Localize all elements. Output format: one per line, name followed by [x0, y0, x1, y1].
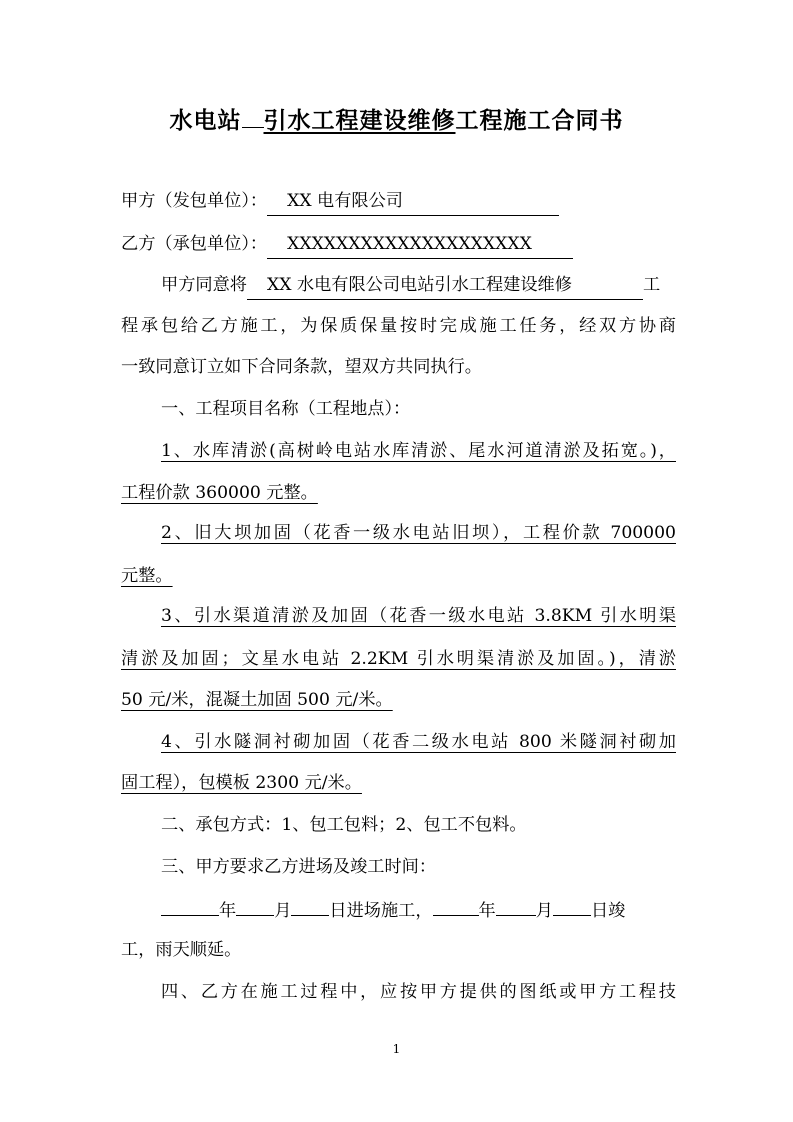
item4-line1 [161, 730, 676, 754]
section4-text: 四、乙方在施工过程中，应按甲方提供的图纸或甲方工程技 [161, 982, 676, 1002]
enter-day-blank[interactable] [291, 897, 329, 916]
title-suffix: 工程施工合同书 [455, 107, 624, 134]
item4-line2 [121, 771, 676, 795]
item3-line3-text: 50 元/米，混凝土加固 500 元/米。 [121, 690, 393, 710]
section3-heading: 三、甲方要求乙方进场及竣工时间： [161, 857, 437, 877]
page-number: 1 [392, 1042, 401, 1056]
item2-line1-text: 2、旧大坝加固（花香一级水电站旧坝），工程价款 700000 [161, 523, 676, 543]
schedule-line-2: 工，雨天顺延。 [121, 940, 242, 960]
finish-month-blank[interactable] [496, 897, 536, 916]
item2-line2-text: 元整。 [121, 566, 173, 586]
item3-line2-text: 清淤及加固；文星水电站 2.2KM 引水明渠清淤及加固。)，清淤 [121, 649, 676, 669]
party-a-value: XX 电有限公司 [267, 189, 559, 216]
item2-line2 [121, 564, 676, 588]
item2-line1 [161, 521, 676, 545]
item4-line2-text: 固工程），包模板 2300 元/米。 [121, 773, 362, 793]
finish-year-label: 年 [478, 901, 496, 921]
finish-day-label: 日竣 [590, 901, 626, 921]
intro-project: XX 水电有限公司电站引水工程建设维修 [247, 273, 643, 300]
item1-line2 [121, 481, 676, 505]
item1-line1 [161, 439, 676, 463]
party-b-value: XXXXXXXXXXXXXXXXXXXX [267, 232, 573, 259]
section1-heading: 一、工程项目名称（工程地点）： [161, 399, 411, 419]
intro-line-3: 一致同意订立如下合同条款，望双方共同执行。 [121, 357, 482, 377]
item3-line3 [121, 688, 676, 712]
finish-year-blank[interactable] [433, 897, 479, 916]
item1-line2-text: 工程价款 360000 元整。 [121, 483, 318, 503]
enter-month-blank[interactable] [236, 897, 274, 916]
title-project: 引水工程建设维修 [263, 107, 456, 134]
enter-day-label: 日进场施工， [329, 901, 433, 921]
party-b-line [121, 232, 676, 259]
document-title [0, 102, 793, 135]
title-gap [242, 123, 264, 128]
party-a-label: 甲方（发包单位）： [121, 191, 268, 211]
item3-line2 [121, 647, 676, 671]
party-b-label: 乙方（承包单位）： [121, 234, 268, 254]
item3-line1-text: 3、引水渠道清淤及加固（花香一级水电站 3.8KM 引水明渠 [161, 606, 676, 626]
intro-line-1 [161, 273, 676, 300]
finish-day-blank[interactable] [553, 897, 591, 916]
intro-line-2: 程承包给乙方施工，为保质保量按时完成施工任务，经双方协商 [121, 316, 676, 336]
enter-month-label: 月 [274, 901, 292, 921]
title-prefix: 水电站 [169, 107, 242, 134]
item4-line1-text: 4、引水隧洞衬砌加固（花香二级水电站 800 米隧洞衬砌加 [161, 732, 676, 752]
intro-tail: 工 [642, 275, 661, 295]
enter-year-blank[interactable] [161, 897, 219, 916]
party-a-line [121, 189, 676, 216]
enter-year-label: 年 [219, 901, 237, 921]
schedule-line [161, 897, 676, 923]
section2-text: 二、承包方式：1、包工包料；2、包工不包料。 [161, 815, 527, 835]
item1-line1-text: 1、水库清淤(高树岭电站水库清淤、尾水河道清淤及拓宽。)， [161, 441, 676, 461]
intro-lead: 甲方同意将 [161, 275, 247, 295]
item3-line1 [161, 604, 676, 628]
finish-month-label: 月 [535, 901, 553, 921]
